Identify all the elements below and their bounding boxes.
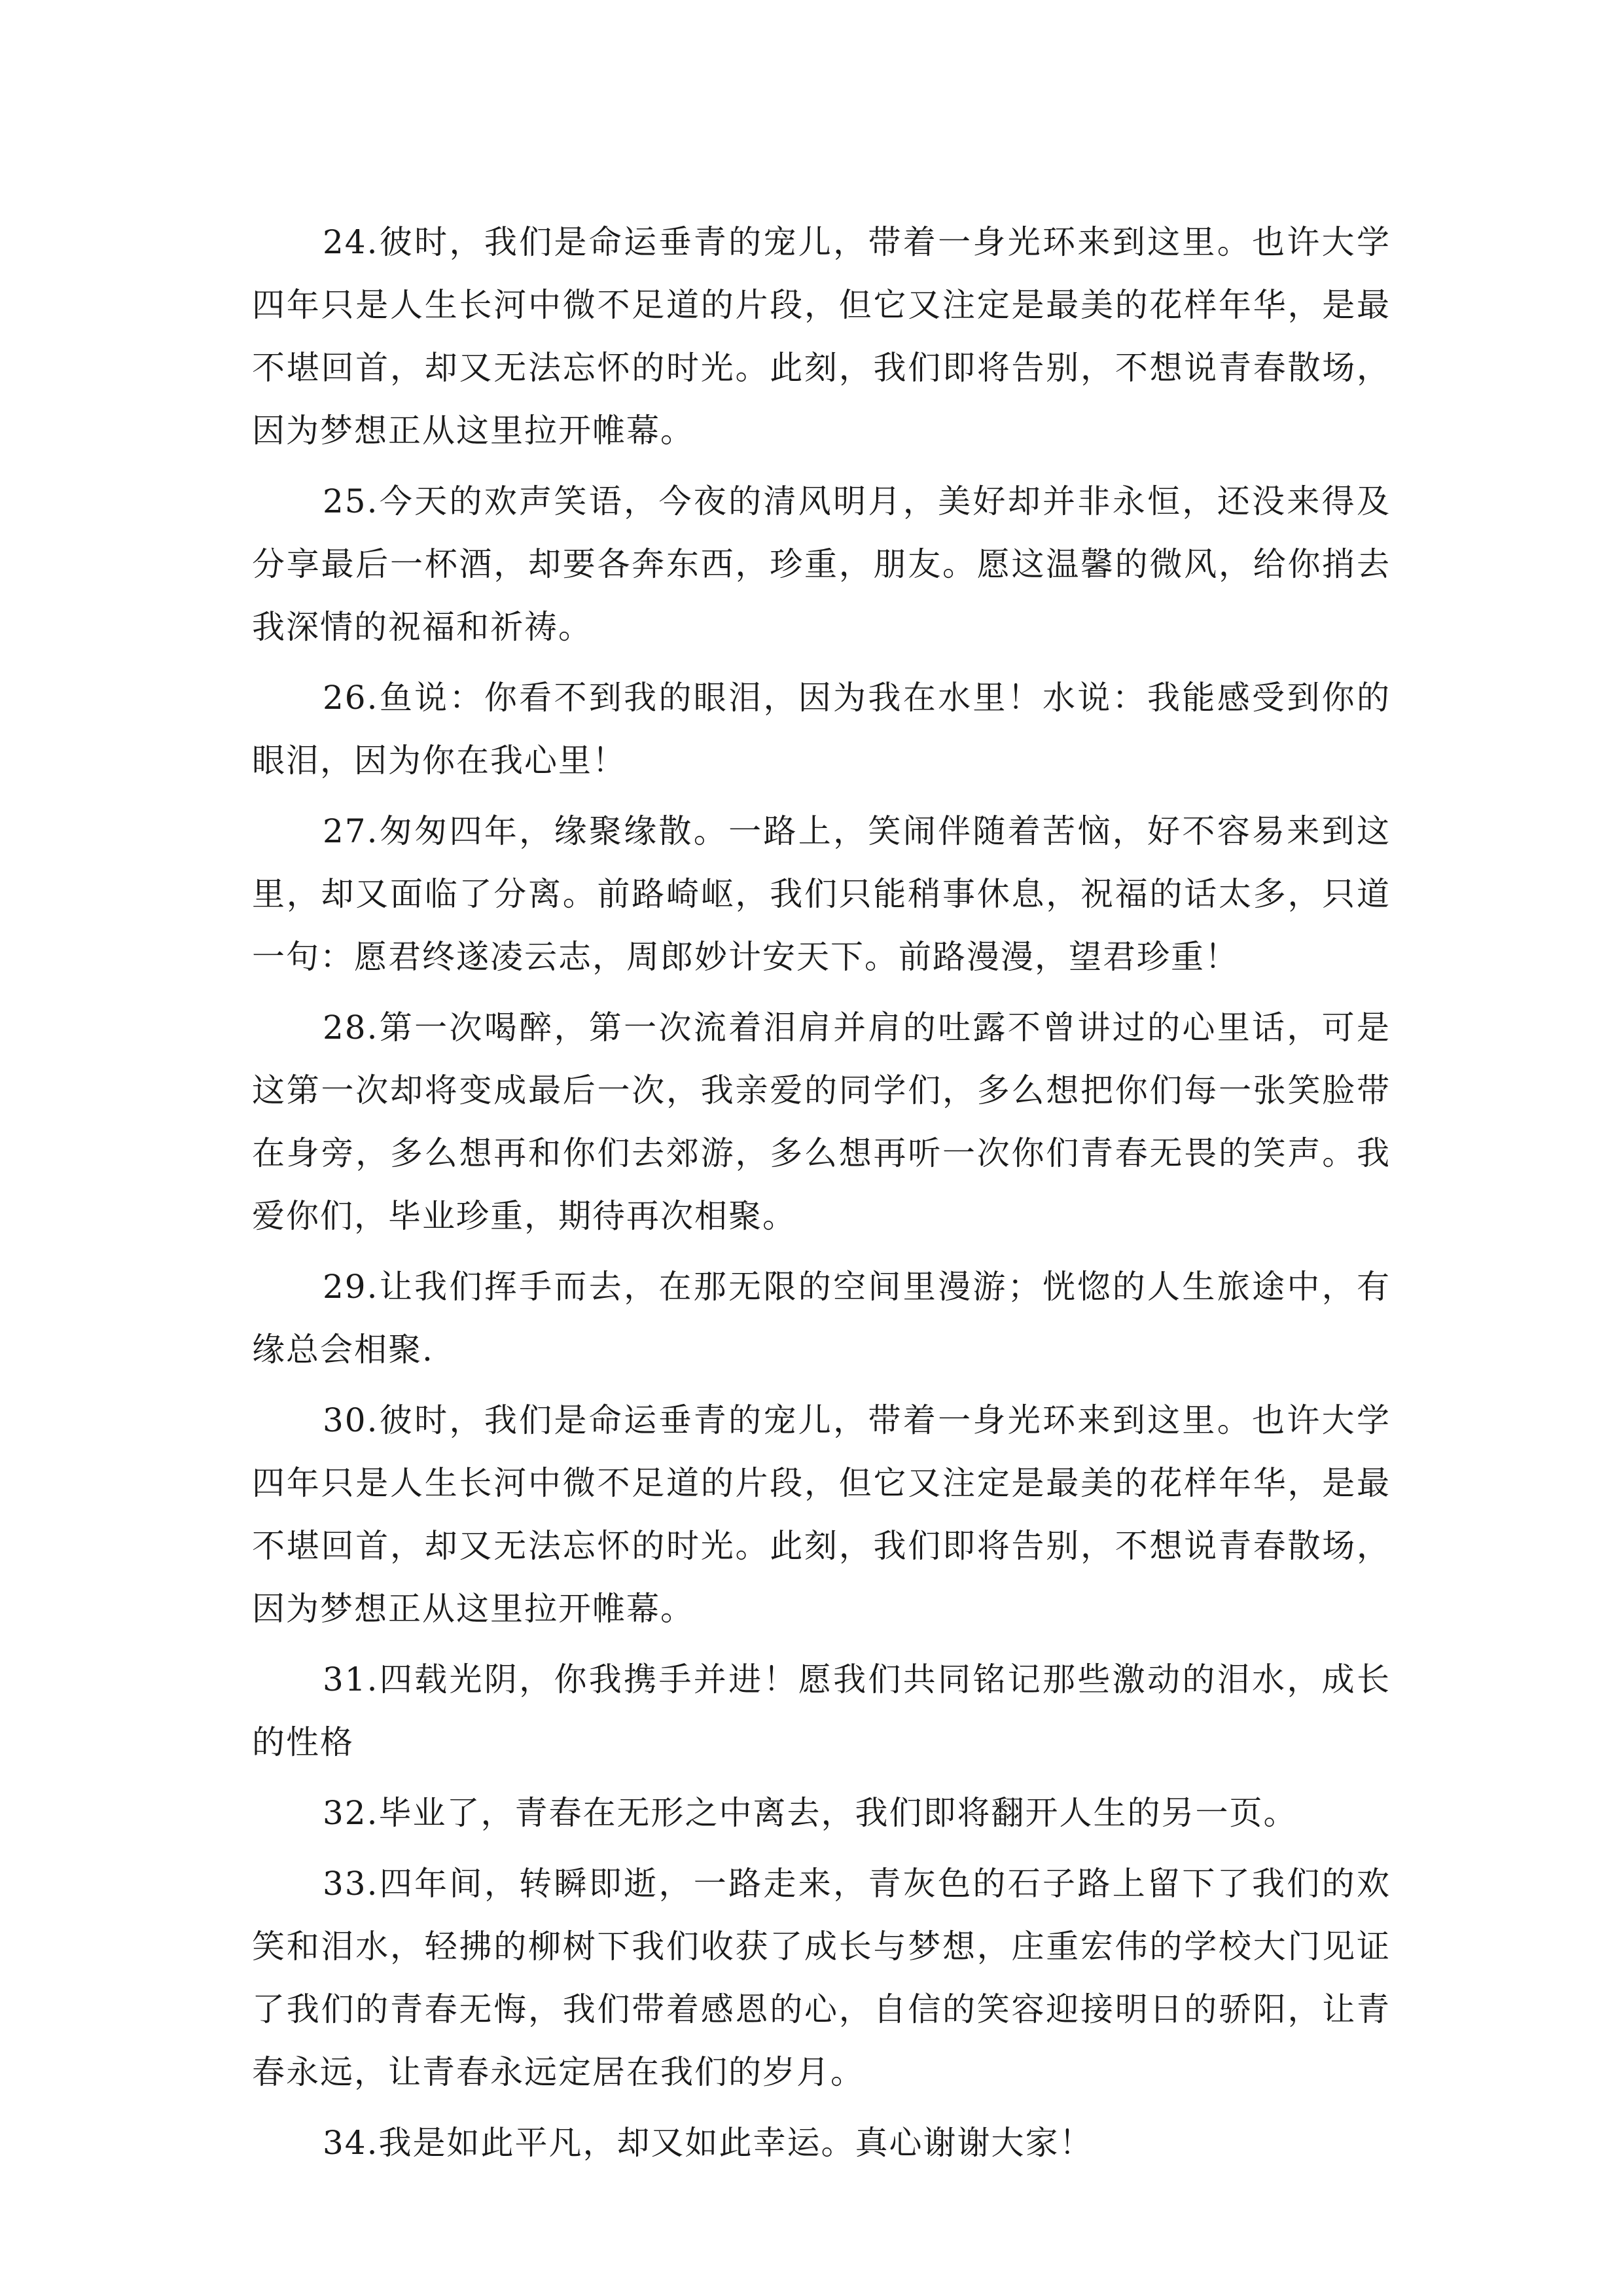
paragraph-27: 27.匆匆四年，缘聚缘散。一路上，笑闹伴随着苦恼，好不容易来到这里，却又面临了分离。前路崎岖，我们只能稍事休息，祝福的话太多，只道一句：愿君终遂凌云志，周郎妙计安天下。前路漫漫，望君珍重！: [252, 812, 1391, 976]
paragraph-31: 31.四载光阴，你我携手并进！愿我们共同铭记那些激动的泪水，成长的性格: [252, 1660, 1391, 1761]
paragraph-30: 30.彼时，我们是命运垂青的宠儿，带着一身光环来到这里。也许大学四年只是人生长河中微不足道的片段，但它又注定是最美的花样年华，是最不堪回首，却又无法忘怀的时光。此刻，我们即将告别，不想说青春散场，因为梦想正从这里拉开帷幕。: [252, 1401, 1391, 1628]
paragraph-26: 26.鱼说：你看不到我的眼泪，因为我在水里！水说：我能感受到你的眼泪，因为你在我心里！: [252, 679, 1391, 780]
paragraph-25: 25.今天的欢声笑语，今夜的清风明月，美好却并非永恒，还没来得及分享最后一杯酒，却要各奔东西，珍重，朋友。愿这温馨的微风，给你捎去我深情的祝福和祈祷。: [252, 482, 1391, 646]
paragraph-28: 28.第一次喝醉，第一次流着泪肩并肩的吐露不曾讲过的心里话，可是这第一次却将变成最后一次，我亲爱的同学们，多么想把你们每一张笑脸带在身旁，多么想再和你们去郊游，多么想再听一次你们青春无畏的笑声。我爱你们，毕业珍重，期待再次相聚。: [252, 1009, 1391, 1235]
paragraph-24: 24.彼时，我们是命运垂青的宠儿，带着一身光环来到这里。也许大学四年只是人生长河中微不足道的片段，但它又注定是最美的花样年华，是最不堪回首，却又无法忘怀的时光。此刻，我们即将告别，不想说青春散场，因为梦想正从这里拉开帷幕。: [252, 223, 1391, 450]
paragraph-33: 33.四年间，转瞬即逝，一路走来，青灰色的石子路上留下了我们的欢笑和泪水，轻拂的柳树下我们收获了成长与梦想，庄重宏伟的学校大门见证了我们的青春无悔，我们带着感恩的心，自信的笑容迎接明日的骄阳，让青春永远，让青春永远定居在我们的岁月。: [252, 1865, 1391, 2091]
paragraph-32: 32.毕业了，青春在无形之中离去，我们即将翻开人生的另一页。: [323, 1794, 1298, 1832]
paragraph-34: 34.我是如此平凡，却又如此幸运。真心谢谢大家！: [323, 2124, 1094, 2162]
document-body: [252, 211, 1391, 2182]
paragraph-29: 29.让我们挥手而去，在那无限的空间里漫游；恍惚的人生旅途中，有缘总会相聚.: [252, 1268, 1391, 1369]
